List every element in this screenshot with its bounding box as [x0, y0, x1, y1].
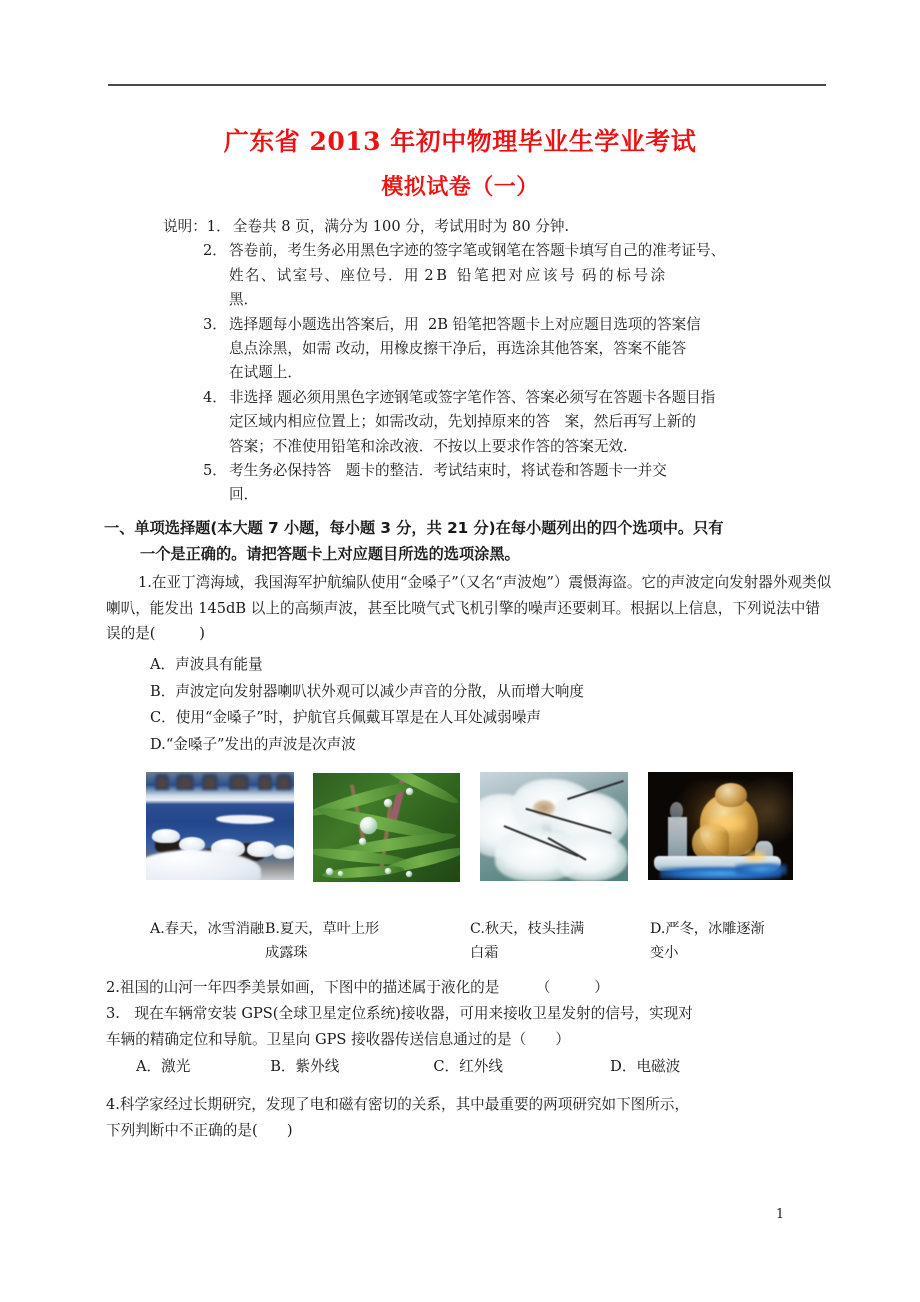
instruction-text-2-line5: 黑．: [229, 291, 259, 309]
instruction-text-2-line2-row: [163, 264, 823, 288]
section-heading: [104, 516, 834, 567]
question-2-stem: 2.祖国的山河一年四季美景如画，下图中的描述属于液化的是 （ ）: [106, 979, 609, 996]
question-1-option-a[interactable]: A．声波具有能量: [150, 656, 263, 673]
instruction-item-2: [163, 239, 823, 263]
instruction-text-1: 全卷共 8 页，满分为 100 分，考试用时为 80 分钟.: [232, 218, 570, 235]
instruction-number-2: 2．: [203, 242, 227, 260]
question-1-stem: 1.在亚丁湾海域，我国海军护航编队使用“金嗓子”（又名“声波炮”）震慑海盗。它的声波定向发射器外观类似喇叭，能发出 145dB 以上的高频声波，甚至比喷气式飞机引擎的噪声还要刺耳。根据以上信息，下列说法中错误的是( ): [106, 574, 832, 642]
figure-a-caption-line1: A.春天，冰雪消融: [150, 921, 265, 937]
figure-d-caption-line2: 变小: [650, 945, 679, 961]
instruction-text-3-line3: 在试题上．: [229, 364, 302, 382]
instruction-item-5: [163, 459, 823, 483]
page-subtitle: 模拟试卷（一）: [381, 174, 539, 200]
figure-b-image: [313, 773, 460, 882]
question-3-options: [106, 1053, 846, 1081]
figure-b-caption-line2: 成露珠: [265, 945, 308, 961]
instruction-item-1: [163, 215, 823, 239]
figure-a-caption: [150, 917, 280, 941]
figure-d-caption: [650, 917, 790, 965]
question-3-options-row: [106, 1053, 786, 1081]
question-1-options: [150, 652, 840, 758]
question-3-option-a[interactable]: A．激光: [136, 1058, 191, 1075]
instruction-text-4-line1: 非选择 题必须用黑色字迹钢笔或签字笔作答、答案必须写在答题卡各题目指: [229, 388, 716, 406]
figure-a-image: [146, 772, 294, 880]
instruction-text-4-line2: 定区域内相应位置上；如需改动，先划掉原来的答 案，然后再写上新的: [229, 413, 697, 431]
instructions-block: [163, 215, 823, 508]
question-4-stem-line1: 4.科学家经过长期研究，发现了电和磁有密切的关系，其中最重要的两项研究如下图所示，: [106, 1096, 690, 1113]
instruction-text-5-line1: 考生务必保持答 题卡的整洁．考试结束时，将试卷和答题卡一并交: [229, 462, 667, 480]
question-1-option-b[interactable]: B．声波定向发射器喇叭状外观可以减少声音的分散，从而增大响度: [150, 682, 584, 700]
instruction-number-3: 3．: [203, 315, 227, 333]
instruction-text-3-a: 选择题每小题选出答案后，用: [229, 315, 419, 333]
instruction-number-4: 4．: [203, 388, 227, 406]
header-divider: [108, 84, 826, 86]
instruction-item-4: [163, 386, 823, 410]
section-heading-line1: 一、单项选择题(本大题 7 小题，每小题 3 分，共 21 分)在每小题列出的四个选项中。只有: [104, 519, 724, 537]
instructions-label: 说明：: [163, 218, 207, 235]
instruction-item-3: [163, 313, 823, 337]
instruction-text-2-line4: 码的标号涂: [581, 266, 668, 284]
instruction-number-1: 1．: [206, 218, 231, 235]
instruction-number-5: 5．: [203, 462, 227, 480]
question-3-option-d[interactable]: D．电磁波: [610, 1058, 681, 1075]
question-3-options-table: [106, 1053, 786, 1081]
figure-c-caption-line2: 白霜: [470, 945, 499, 961]
figure-d-image: [648, 772, 793, 880]
section-heading-line2: 一个是正确的。请把答题卡上对应题目所选的选项涂黑。: [140, 544, 520, 563]
page-title: 广东省 2013 年初中物理毕业生学业考试: [223, 127, 697, 156]
figure-d-caption-line1: D.严冬，冰雕逐渐: [650, 921, 765, 937]
question-3-option-c[interactable]: C．红外线: [433, 1058, 503, 1075]
figure-c-caption: [470, 917, 610, 965]
figure-c-caption-line1: C.秋天，枝头挂满: [470, 921, 585, 937]
figure-c-image: [480, 772, 628, 881]
instruction-text-3-line1: [229, 313, 823, 337]
figure-b-caption: [265, 917, 405, 965]
page-number: 1: [775, 1207, 785, 1222]
instruction-text-2-line2: 姓名、试室号、座位号．用: [229, 266, 420, 284]
question-3-stem-line1: 3. 现在车辆常安装 GPS(全球卫星定位系统)接收器，可用来接收卫星发射的信号，实现对: [106, 1005, 693, 1022]
question-3-option-b[interactable]: B．紫外线: [270, 1058, 340, 1075]
instruction-text-2-line3: 2B 铅笔把对应该号: [424, 266, 578, 284]
instruction-text-3-line2: 息点涂黑，如需 改动，用橡皮擦干净后，再选涂其他答案，答案不能答: [229, 340, 687, 358]
question-1-option-c[interactable]: C．使用“金嗓子”时，护航官兵佩戴耳罩是在人耳处减弱噪声: [150, 709, 541, 726]
instruction-text-2-line1: 答卷前，考生务必用黑色字迹的签字笔或钢笔在答题卡填写自己的准考证号、: [229, 242, 726, 260]
question-3-stem-line2: 车辆的精确定位和导航。卫星向 GPS 接收器传送信息通过的是（ ）: [106, 1031, 570, 1048]
question-1-option-d[interactable]: D.“金嗓子”发出的声波是次声波: [150, 735, 356, 753]
instruction-text-4-line3: 答案；不准使用铅笔和涂改液．不按以上要求作答的答案无效.: [229, 437, 628, 455]
figure-b-caption-line1: B.夏天，草叶上形: [265, 921, 380, 937]
instruction-text-5-line2: 回．: [229, 486, 259, 504]
instruction-text-3-b: 2B 铅笔把答题卡上对应题目选项的答案信: [428, 315, 701, 333]
question-4-stem-line2: 下列判断中不正确的是( ): [106, 1122, 293, 1139]
